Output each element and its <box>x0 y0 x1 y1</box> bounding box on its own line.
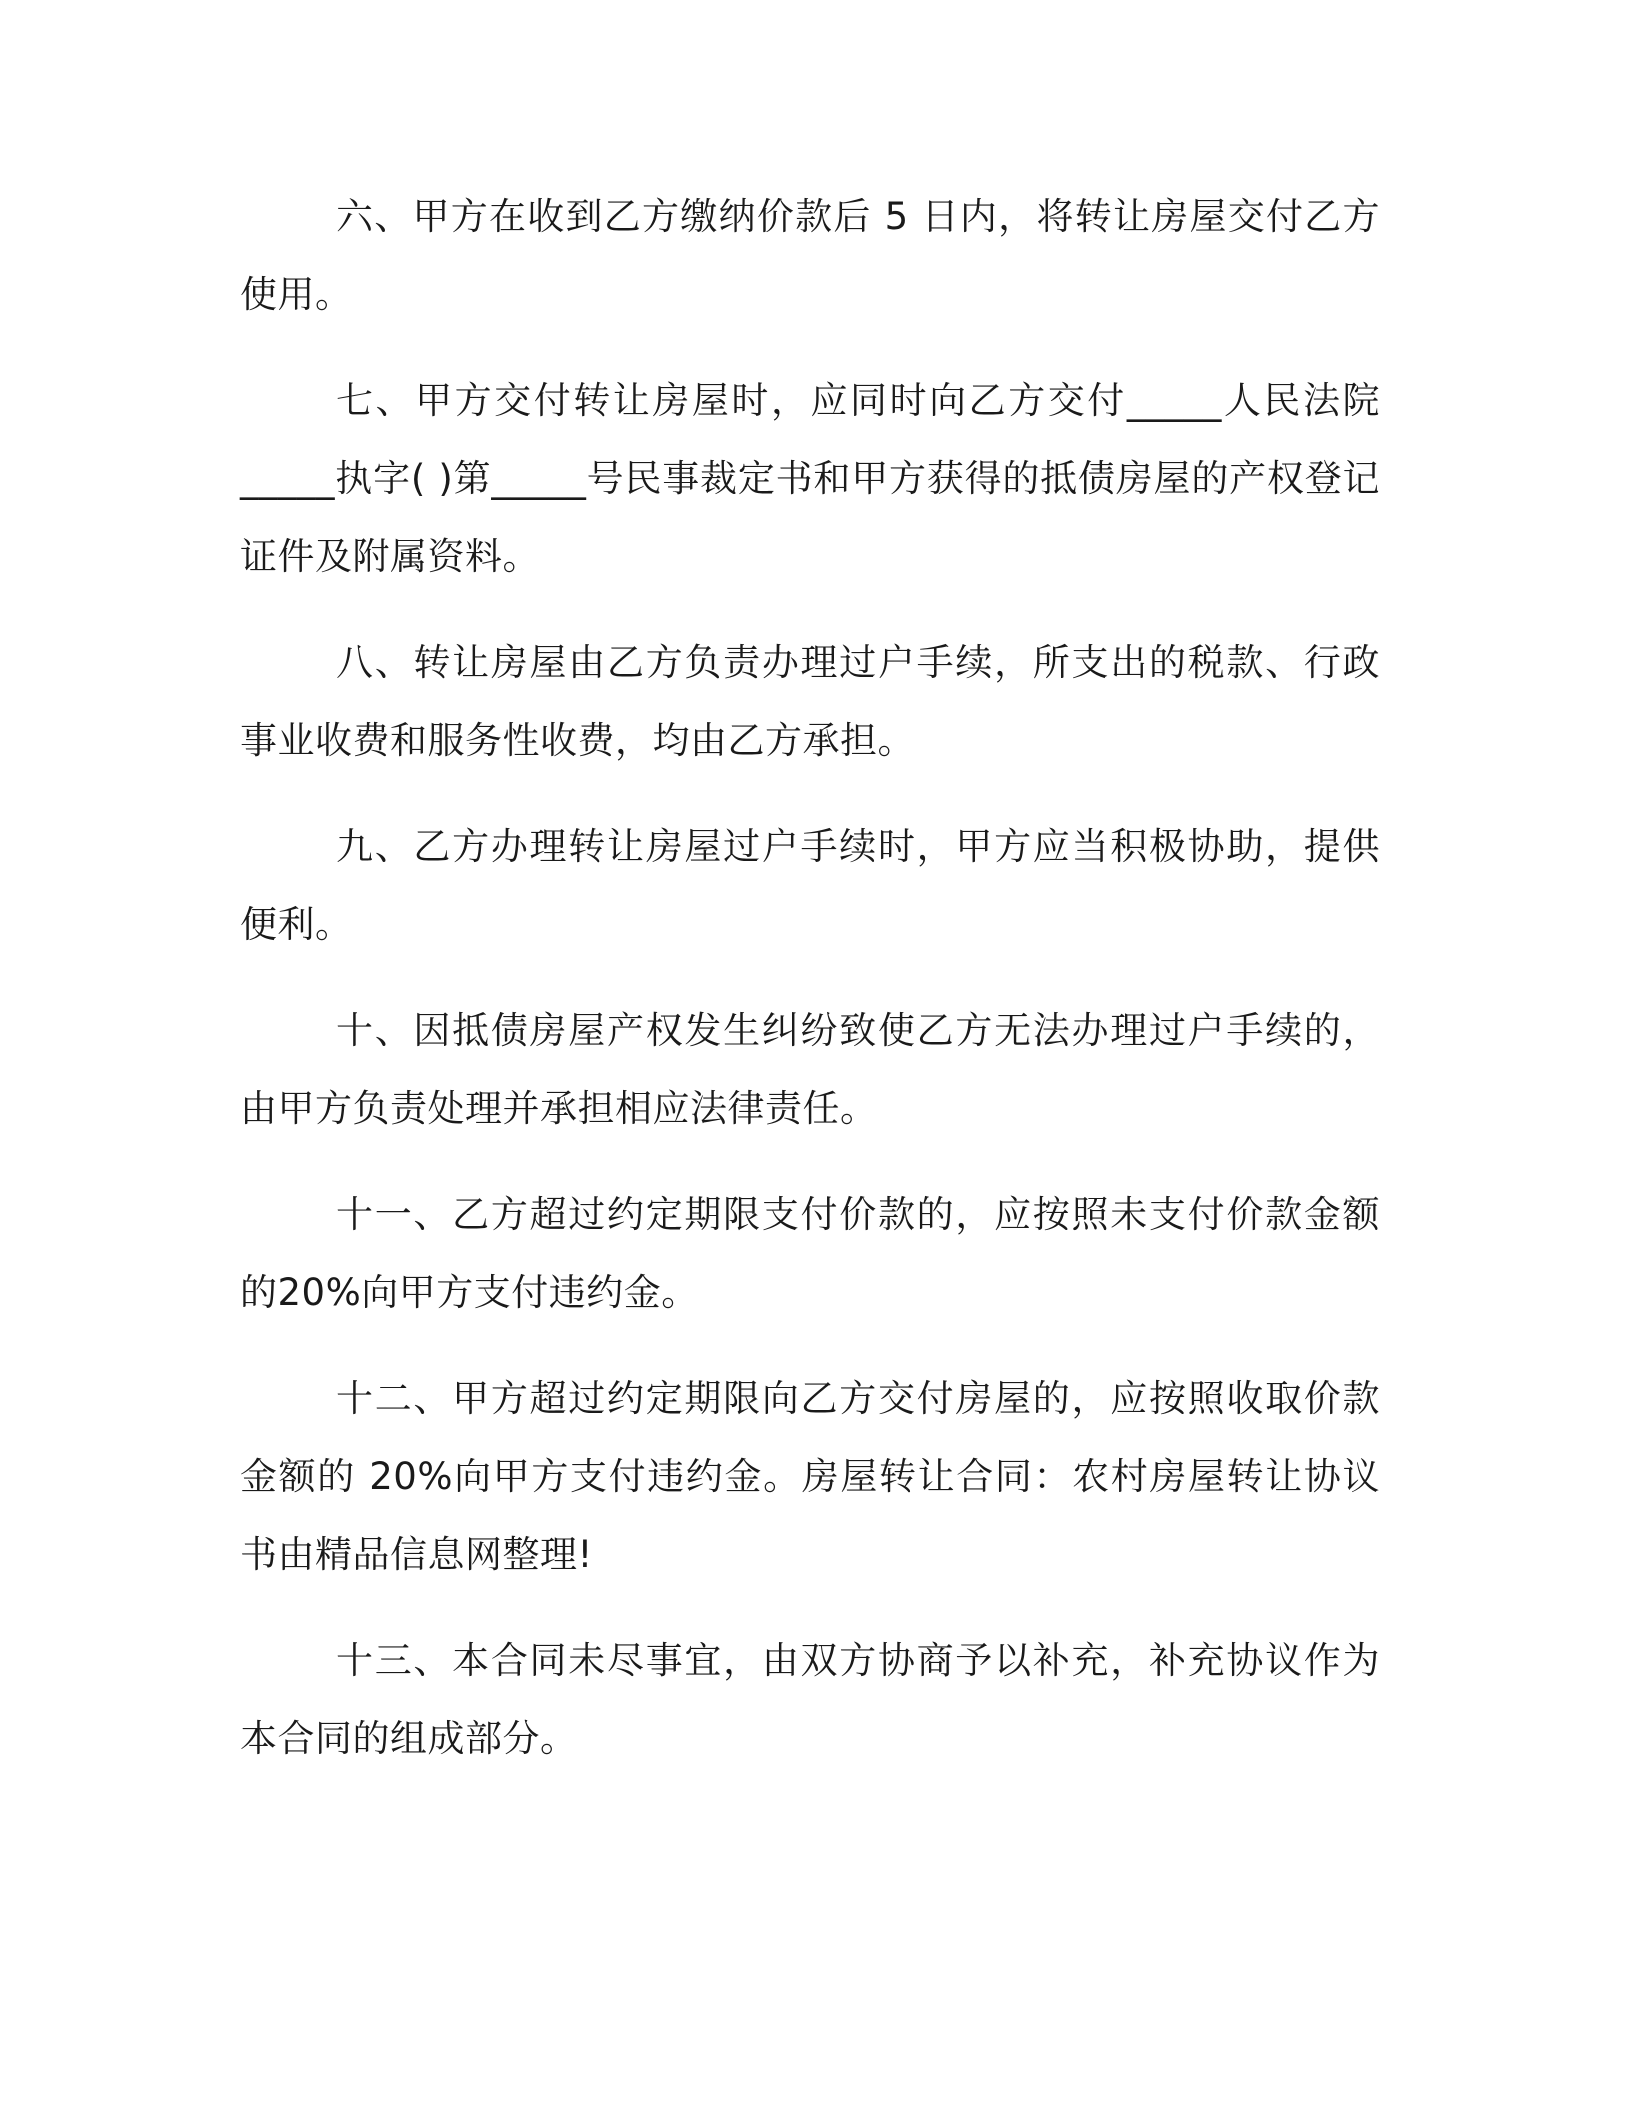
clause-10: 十、因抵债房屋产权发生纠纷致使乙方无法办理过户手续的，由甲方负责处理并承担相应法律责任。 <box>240 1009 1380 1130</box>
clause-12: 十二、甲方超过约定期限向乙方交付房屋的，应按照收取价款金额的 20%向甲方支付违约金。房屋转让合同：农村房屋转让协议书由精品信息网整理! <box>240 1377 1380 1576</box>
clause-8: 八、转让房屋由乙方负责办理过户手续，所支出的税款、行政事业收费和服务性收费，均由乙方承担。 <box>240 641 1380 762</box>
clause-13: 十三、本合同未尽事宜，由双方协商予以补充，补充协议作为本合同的组成部分。 <box>240 1639 1380 1760</box>
clause-7: 七、甲方交付转让房屋时，应同时向乙方交付_____人民法院_____执字( )第_____号民事裁定书和甲方获得的抵债房屋的产权登记证件及附属资料。 <box>240 379 1380 578</box>
clause-9: 九、乙方办理转让房屋过户手续时，甲方应当积极协助，提供便利。 <box>240 825 1380 946</box>
clause-6: 六、甲方在收到乙方缴纳价款后 5 日内，将转让房屋交付乙方使用。 <box>240 195 1380 316</box>
clause-11: 十一、乙方超过约定期限支付价款的，应按照未支付价款金额的20%向甲方支付违约金。 <box>240 1193 1380 1314</box>
contract-body <box>240 178 1380 1778</box>
